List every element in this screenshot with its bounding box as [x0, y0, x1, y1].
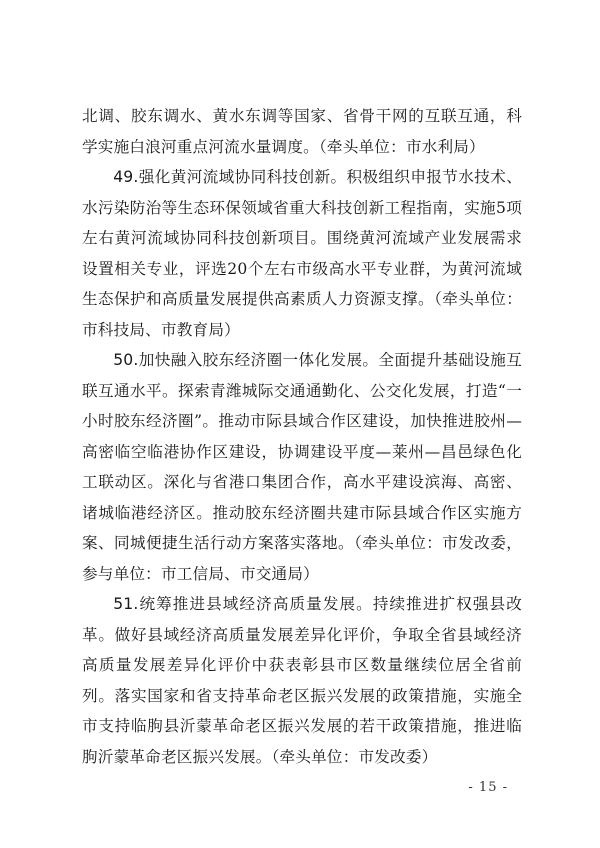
paragraph-lead: 49.强化黄河流域协同科技创新。 — [113, 168, 347, 186]
paragraph-item-51 — [82, 589, 522, 772]
paragraph-continuation — [82, 101, 522, 162]
paragraph-body: 持续推进扩权强县改革。做好县域经济高质量发展差异化评价，争取全省县域经济高质量发展差异化评价中获表彰县市区数量继续位居全省前列。落实国家和省支持革命老区振兴发展的政策措施，实施全市支持临朐县沂蒙革命老区振兴发展的若干政策措施，推进临朐沂蒙革命老区振兴发展。（牵头单位：市发改委） — [82, 595, 522, 766]
paragraph-body: 北调、胶东调水、黄水东调等国家、省骨干网的互联互通，科学实施白浪河重点河流水量调度。（牵头单位：市水利局） — [82, 107, 522, 156]
page-number: - 15 - — [468, 780, 508, 795]
paragraph-item-49 — [82, 162, 522, 345]
paragraph-body: 积极组织申报节水技术、水污染防治等生态环保领域省重大科技创新工程指南，实施5项左右黄河流域协同科技创新项目。围绕黄河流域产业发展需求设置相关专业，评选20个左右市级高水平专业群，为黄河流域生态保护和高质量发展提供高素质人力资源支撑。（牵头单位：市科技局、市教育局） — [82, 168, 523, 339]
paragraph-lead: 51.统筹推进县域经济高质量发展。 — [113, 595, 373, 613]
paragraph-lead: 50.加快融入胶东经济圈一体化发展。 — [113, 351, 379, 369]
paragraph-body: 全面提升基础设施互联互通水平。探索青潍城际交通通勤化、公交化发展，打造“一小时胶东经济圈”。推动市际县域合作区建设，加快推进胶州—高密临空临港协作区建设，协调建设平度—莱州—昌邑绿色化工联动区。深化与省港口集团合作，高水平建设滨海、高密、诸城临港经济区。推动胶东经济圈共建市际县域合作区实施方案、同城便捷生活行动方案落实落地。（牵头单位：市发改委，参与单位：市工信局、市交通局） — [82, 351, 522, 583]
paragraph-item-50 — [82, 345, 522, 589]
